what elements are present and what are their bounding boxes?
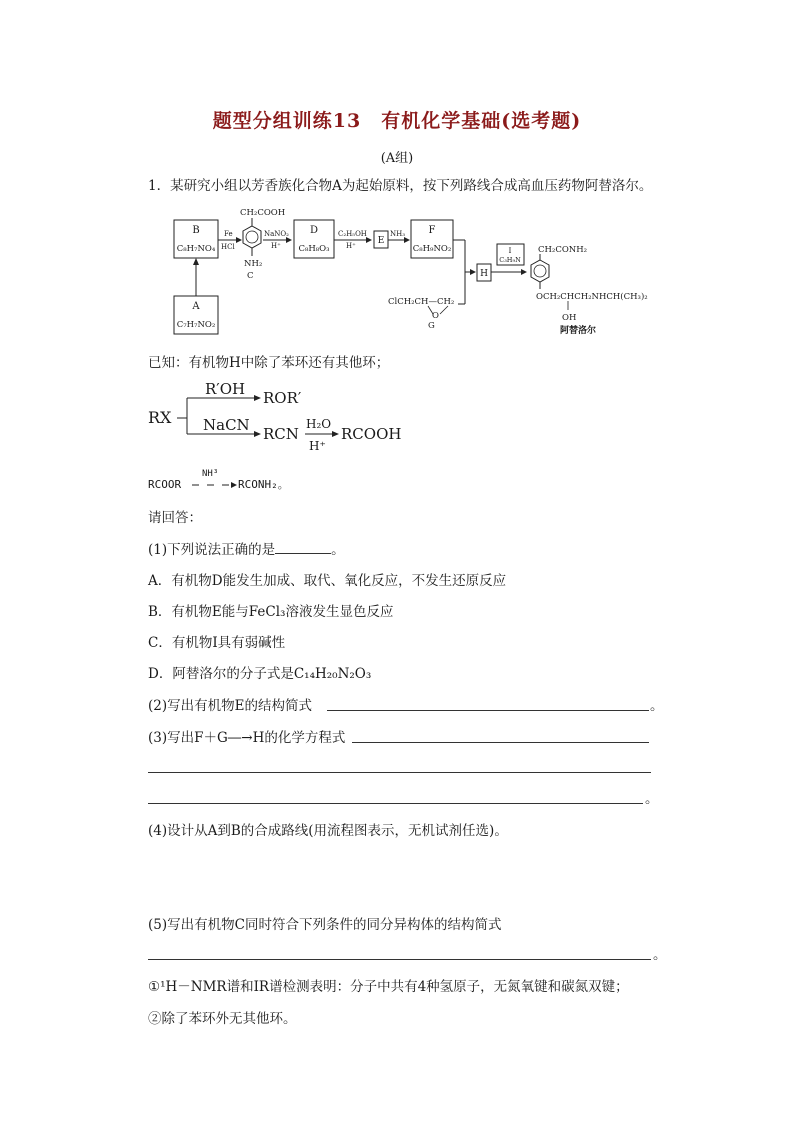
a-formula: C₇H₇NO₂ [176,320,216,330]
e-label: E [377,236,385,246]
f-formula: C₈H₉NO₂ [412,244,452,254]
arrow-b-to-c [236,237,242,243]
g-label: G [428,321,435,331]
option-d: D．阿替洛尔的分子式是C₁₄H₂₀N₂O₃ [148,666,372,682]
rcoor-reagent: NH³ [202,469,219,479]
i-label: I [508,246,512,255]
arrow-h-to-product [521,269,527,275]
reagent-hcl: HCl [221,243,235,251]
answer-line-5[interactable] [148,959,651,960]
sub-question-5: (5)写出有机物C同时符合下列条件的同分异构体的结构简式 [148,917,502,933]
g-formula: ClCH₂CH—CH₂ [388,297,455,307]
f-label: F [428,225,436,236]
reagent-h-plus-2: H⁺ [346,242,356,250]
rcooh-text: RCOOH [341,425,402,443]
roh-text: R′OH [205,380,246,398]
b-label: B [192,225,200,236]
reagent-nh3: NH₃ [390,230,406,238]
a-label: A [192,301,200,312]
sub-question-1-text: (1)下列说法正确的是 [148,542,276,558]
h2o-text: H₂O [306,417,332,431]
known-condition: 已知：有机物H中除了苯环还有其他环； [148,355,390,371]
answer-blank-1[interactable] [275,541,331,554]
reagent-nano2: NaNO₂ [264,230,289,238]
product-ch2conh2: CH₂CONH₂ [538,245,588,255]
ror-text: ROR′ [263,389,302,407]
d-formula: C₈H₈O₃ [298,244,330,254]
sub-question-2: (2)写出有机物E的结构简式 [148,698,312,714]
g-o: O [432,311,439,321]
answer-line-3b[interactable] [148,772,651,773]
c-nh2: NH₂ [244,259,263,269]
b-formula: C₈H₇NO₄ [176,244,216,254]
product-side-chain: OCH₂CHCH₂NHCH(CH₃)₂ [536,292,648,302]
rcoor-dashed-arrow [190,479,240,491]
sub-question-4: (4)设计从A到B的合成路线(用流程图表示，无机试剂任选)。 [148,823,508,839]
rx-text: RX [148,408,172,427]
product-name: 阿替洛尔 [560,326,597,336]
hplus-text: H⁺ [309,439,326,453]
sub-question-2-end: 。 [650,698,664,714]
answer-line-2[interactable] [327,710,649,711]
h-label: H [480,269,488,279]
sub-question-3-end: 。 [645,791,659,807]
question-1-intro: 1．某研究小组以芳香族化合物A为起始原料，按下列路线合成高血压药物阿替洛尔。 [148,178,653,194]
sub-question-3: (3)写出F＋G―→H的化学方程式 [148,730,346,746]
reagent-fe: Fe [224,230,233,238]
answer-prompt: 请回答： [148,510,202,526]
c-ch2cooh: CH₂COOH [240,208,286,218]
reagent-c2h5oh: C₂H₅OH [338,230,367,238]
sub-question-1-end: 。 [331,542,345,558]
option-b: B．有机物E能与FeCl₃溶液发生显色反应 [148,604,394,620]
rcoor-right: RCONH₂。 [238,478,289,491]
answer-line-3c[interactable] [148,803,643,804]
page-title: 题型分组训练13 有机化学基础(选考题) [212,110,582,132]
arrow-fg-to-h [470,269,476,275]
product-oh: OH [562,313,577,323]
answer-line-3a[interactable] [352,742,649,743]
nacn-text: NaCN [203,416,250,434]
d-label: D [309,225,319,236]
option-a: A．有机物D能发生加成、取代、氧化反应，不发生还原反应 [148,573,507,589]
condition-2: ②除了苯环外无其他环。 [148,1011,297,1027]
c-label: C [247,271,254,281]
condition-1: ①¹H－NMR谱和IR谱检测表明：分子中共有4种氢原子，无氮氧键和碳氮双键； [148,979,629,995]
arrow-a-to-b [193,258,199,265]
i-formula: C₃H₉N [499,256,521,264]
rcn-text: RCN [263,425,299,443]
sub-question-1 [148,541,345,559]
group-label: (A组) [380,151,414,166]
sub-question-5-end: 。 [653,947,667,963]
option-c: C．有机物I具有弱碱性 [148,635,286,651]
known-reaction-rx [145,378,445,458]
rcoor-left: RCOOR [148,478,182,491]
synthesis-scheme [140,200,660,350]
reagent-h-plus-1: H⁺ [271,242,281,250]
